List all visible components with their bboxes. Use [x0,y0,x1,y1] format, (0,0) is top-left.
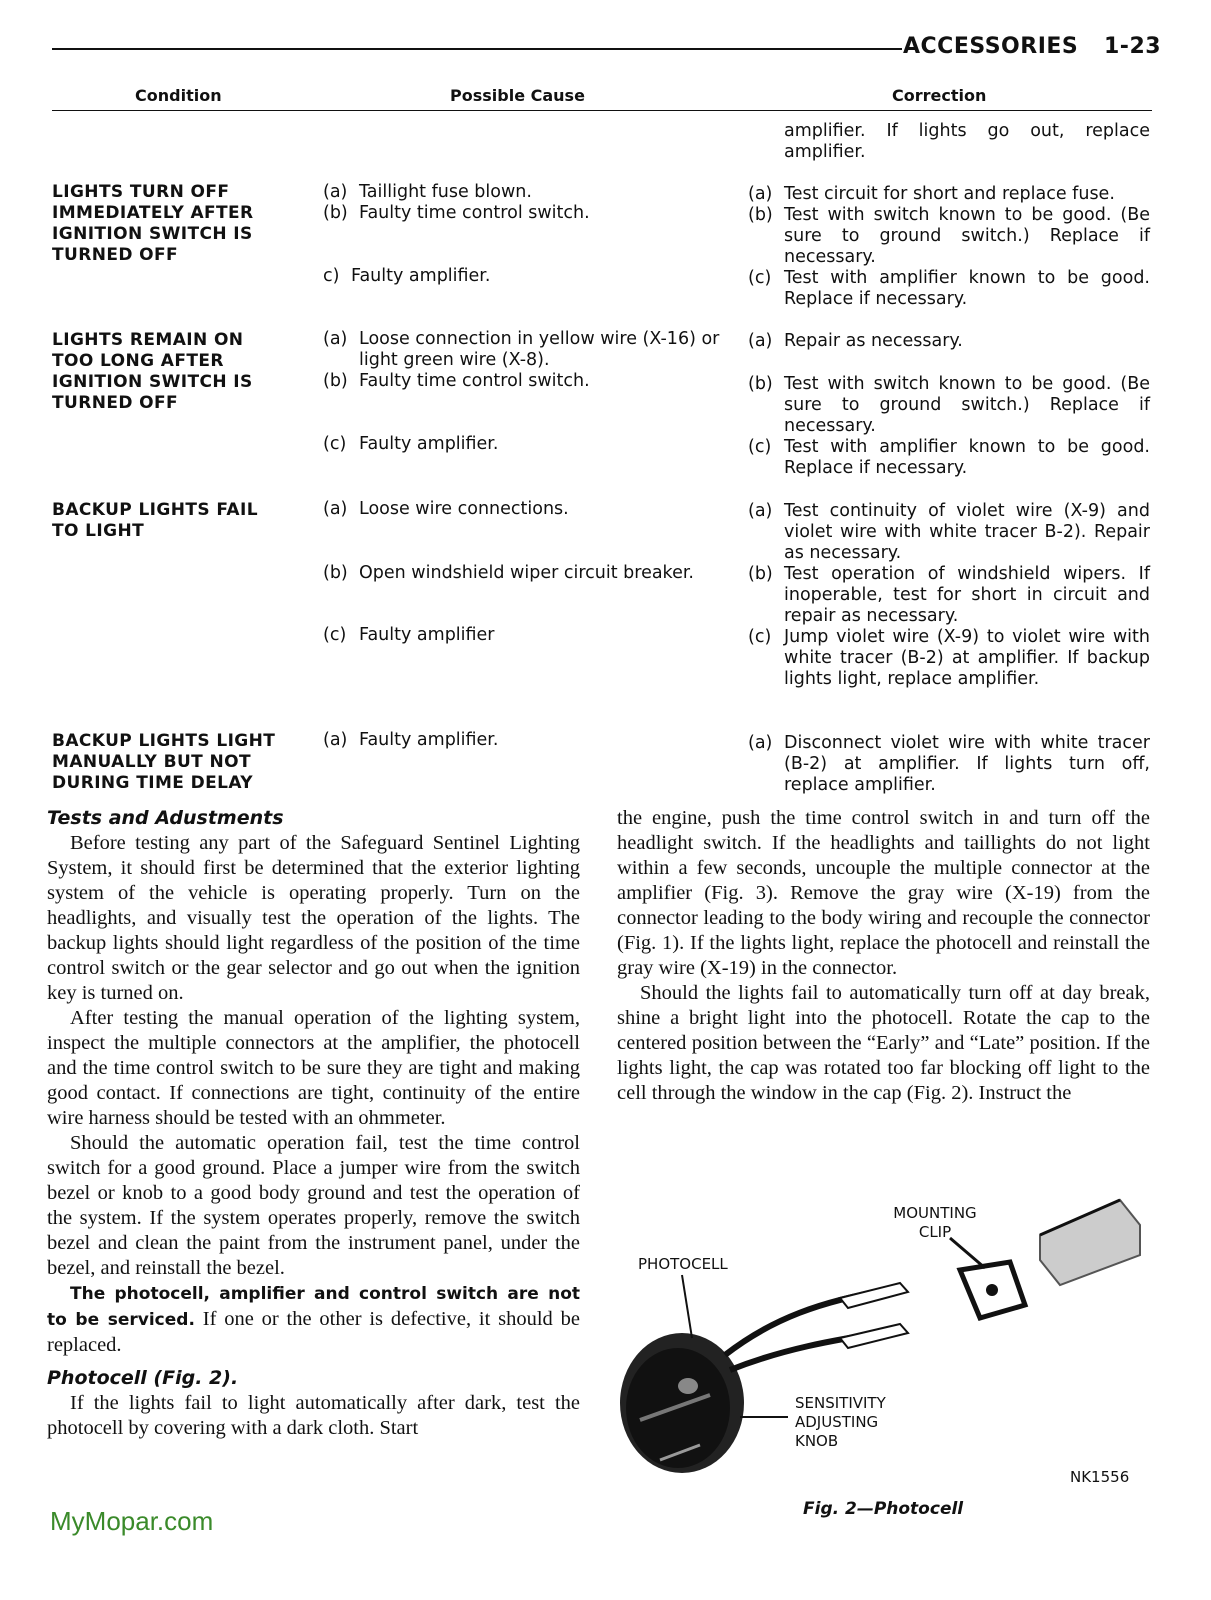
cause-item: (a) Faulty amplifier. [323,730,499,750]
figure-label-photocell: PHOTOCELL [638,1255,728,1273]
column-header-rule [52,110,1152,111]
cause-item: (c) Faulty amplifier [323,625,495,645]
correction-item: (a) Disconnect violet wire with white tracer (B-2) at amplifier. If lights turn off, replace amplifier. [748,733,1150,795]
column-header-cause: Possible Cause [450,86,585,105]
figure-caption: Fig. 2—Photocell [803,1499,964,1519]
cause-item: (a) Taillight fuse blown. (b) Faulty time control switch. [323,182,590,223]
page-number: 1-23 [1104,34,1162,59]
correction-item: (a) Repair as necessary. [748,331,963,351]
correction-item: (a) Test continuity of violet wire (X-9) and violet wire with white tracer B-2). Repair as necessary. (b) Test operation of windshield wipers. If inoperable, test for short in circuit and repair as necessary. (c) Jump violet wire (X-9) to violet wire with white tracer (B-2) at amplifier. If backup lights light, replace amplifier. [748,501,1150,689]
section-heading: Tests and Adustments [47,807,284,829]
paragraph: Should the automatic operation fail, test the time control switch for a good ground. Place a jumper wire from the switch bezel or knob to a good body ground and test the operation of the system. If the system operates properly, remove the switch bezel and clean the paint from the instrument panel, under the bezel, and reinstall the bezel. [47,1132,580,1279]
cause-item: (a) Loose connection in yellow wire (X-16) or light green wire (X-8). (b) Faulty time control switch. [323,329,720,391]
cause-item: c) Faulty amplifier. [323,266,491,286]
right-column [617,806,1150,1106]
figure-label-knob: SENSITIVITY ADJUSTING KNOB [795,1394,886,1450]
column-header-condition: Condition [135,86,222,105]
correction-item: (b) Test with switch known to be good. (Be sure to ground switch.) Replace if necessary. (c) Test with amplifier known to be good. Replace if necessary. [748,374,1150,478]
paragraph: the engine, push the time control switch in and turn off the headlight switch. If the headlights and taillights do not light within a few seconds, uncouple the multiple connector at the amplifier (Fig. 3). Remove the gray wire (X-19) from the connector leading to the body wiring and recouple the connector (Fig. 1). If the lights light, replace the photocell and reinstall the gray wire (X-19) in the connector. [617,807,1150,979]
column-header-correction: Correction [892,86,987,105]
correction-item: (a) Test circuit for short and replace fuse. (b) Test with switch known to be good. (Be sure to ground switch.) Replace if necessary. (c) Test with amplifier known to be good. Replace if necessary. [748,184,1150,309]
cause-item: (c) Faulty amplifier. [323,434,499,454]
cause-item: (a) Loose wire connections. [323,499,569,519]
paragraph: If the lights fail to light automatically after dark, test the photocell by covering with a dark cloth. Start [47,1392,580,1439]
condition-text: LIGHTS TURN OFF IMMEDIATELY AFTER IGNITION SWITCH IS TURNED OFF [52,182,254,265]
condition-text: BACKUP LIGHTS LIGHT MANUALLY BUT NOT DURING TIME DELAY [52,731,276,793]
header-rule [52,48,902,50]
continued-correction: amplifier. If lights go out, replace amplifier. [784,121,1150,162]
section-heading: Photocell (Fig. 2). [47,1367,239,1389]
watermark: MyMopar.com [50,1506,214,1536]
paragraph: Before testing any part of the Safeguard Sentinel Lighting System, it should first be determined that the exterior lighting system of the vehicle is operating properly. Turn on the headlights, and visually test the operation of the lights. The backup lights should light regardless of the position of the time control switch or the gear selector and go out when the ignition key is turned on. [47,832,580,1004]
figure-label-clip: MOUNTING CLIP [893,1204,977,1241]
paragraph: Should the lights fail to automatically turn off at day break, shine a bright light into the photocell. Rotate the cap to the centered position between the “Early” and “Late” position. If the lights light, the cap was rotated too far blocking off light to the cell through the window in the cap (Fig. 2). Instruct the [617,982,1150,1104]
cause-item: (b) Open windshield wiper circuit breaker. [323,563,694,583]
paragraph: The photocell, amplifier and control switch are not to be serviced. If one or the other is defective, it should be replaced. [47,1284,580,1356]
left-column [47,806,580,1441]
condition-text: BACKUP LIGHTS FAIL TO LIGHT [52,500,258,541]
section-title: ACCESSORIES [903,34,1079,59]
condition-text: LIGHTS REMAIN ON TOO LONG AFTER IGNITION SWITCH IS TURNED OFF [52,330,253,413]
paragraph: After testing the manual operation of the lighting system, inspect the multiple connectors at the amplifier, the photocell and the time control switch to be sure they are tight and making good contact. If connections are tight, continuity of the entire wire harness should be tested with an ohmmeter. [47,1007,580,1129]
figure-code: NK1556 [1070,1468,1130,1486]
